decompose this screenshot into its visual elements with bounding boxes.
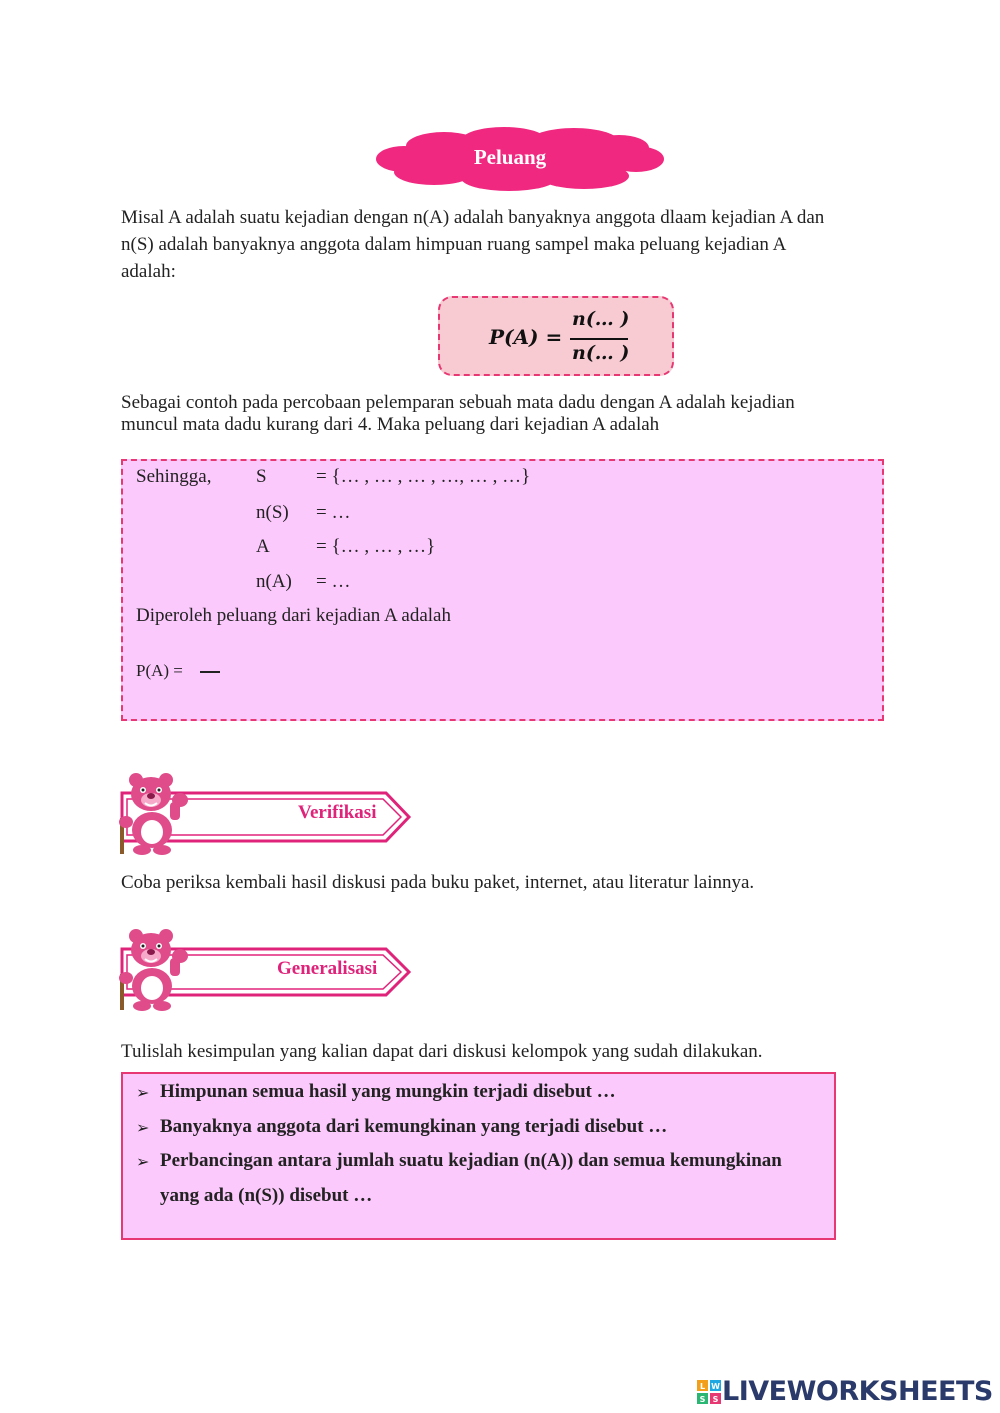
badge-letter: S [699, 1395, 706, 1404]
row-s-value[interactable]: = {… , … , … , …, … , …} [316, 466, 531, 487]
fraction-bar [570, 338, 628, 340]
example-line-1: Sebagai contoh pada percobaan pelemparan sebuah mata dadu dengan A adalah kejadian [121, 392, 795, 413]
example-line-2: muncul mata dadu kurang dari 4. Maka peluang dari kejadian A adalah [121, 414, 660, 435]
badge-letter: W [711, 1382, 720, 1391]
bullet-arrow-icon: ➢ [136, 1118, 150, 1137]
discussion-lead: Sehingga, [136, 466, 212, 487]
row-ns-value[interactable]: = … [316, 502, 351, 523]
pa-fraction-bar[interactable] [200, 671, 220, 673]
pa-label: P(A) = [136, 661, 183, 680]
intro-line-3: adalah: [121, 261, 176, 282]
row-a-value[interactable]: = {… , … , …} [316, 536, 436, 557]
row-s-label: S [256, 466, 267, 487]
conclusion-item-3-line-2[interactable]: yang ada (n(S)) disebut … [160, 1185, 373, 1206]
formula-denominator: n(… ) [572, 342, 630, 364]
badge-letter: L [699, 1382, 706, 1391]
bear-mascot-icon [112, 770, 196, 856]
bullet-arrow-icon: ➢ [136, 1083, 150, 1102]
generalisasi-text: Tulislah kesimpulan yang kalian dapat dari diskusi kelompok yang sudah dilakukan. [121, 1041, 763, 1062]
generalisasi-title: Generalisasi [277, 958, 378, 979]
conclusion-item-1[interactable]: Himpunan semua hasil yang mungkin terjadi disebut … [160, 1081, 616, 1102]
badge-letter: S [712, 1395, 719, 1404]
verifikasi-title: Verifikasi [298, 802, 377, 823]
bullet-arrow-icon: ➢ [136, 1152, 150, 1171]
intro-line-1: Misal A adalah suatu kejadian dengan n(A) adalah banyaknya anggota dlaam kejadian A dan [121, 207, 825, 228]
bear-mascot-icon [112, 926, 196, 1012]
formula-lhs: P(A) = [489, 325, 563, 349]
liveworksheets-badge-icon [697, 1380, 721, 1404]
intro-line-2: n(S) adalah banyaknya anggota dalam himpuan ruang sampel maka peluang kejadian A [121, 234, 787, 255]
row-ns-label: n(S) [256, 502, 289, 523]
formula-numerator: n(… ) [572, 308, 630, 330]
verifikasi-text: Coba periksa kembali hasil diskusi pada buku paket, internet, atau literatur lainnya. [121, 872, 755, 893]
liveworksheets-logo-text[interactable]: LIVEWORKSHEETS [722, 1376, 993, 1407]
row-na-value[interactable]: = … [316, 571, 351, 592]
discussion-box [121, 459, 884, 721]
conclusion-item-3-line-1[interactable]: Perbancingan antara jumlah suatu kejadian (n(A)) dan semua kemungkinan [160, 1150, 782, 1171]
row-a-label: A [256, 536, 270, 557]
page-title: Peluang [473, 145, 547, 169]
row-na-label: n(A) [256, 571, 292, 592]
result-text: Diperoleh peluang dari kejadian A adalah [136, 605, 451, 626]
conclusion-item-2[interactable]: Banyaknya anggota dari kemungkinan yang terjadi disebut … [160, 1116, 668, 1137]
